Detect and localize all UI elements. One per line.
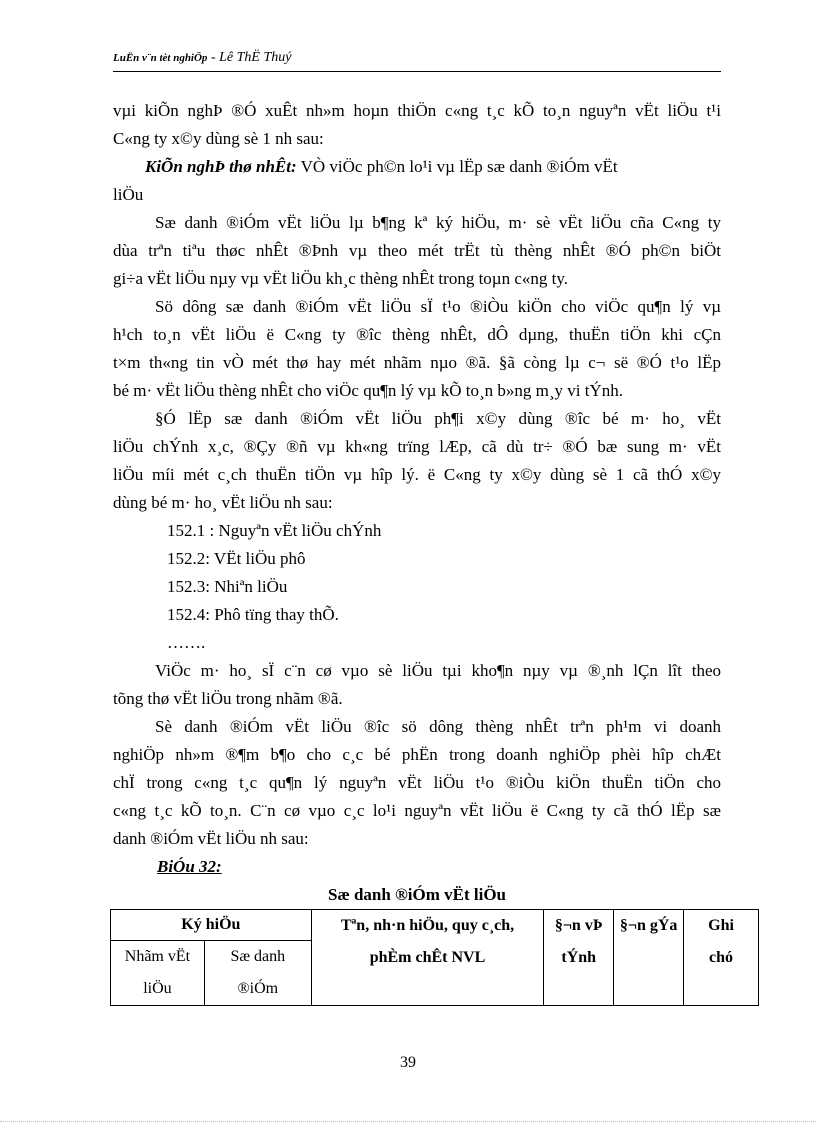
header-cell-price: §¬n gÝa bbox=[614, 910, 684, 1006]
paragraph-benefits bbox=[113, 713, 721, 853]
page-number: 39 bbox=[400, 1054, 416, 1071]
header-cell-note bbox=[684, 910, 759, 1006]
text-line: c«ng t¸c kÕ to¸n. C¨n cø vµo c¸c lo¹i nguyªn vËt liÖu ë C«ng ty cã thÓ lËp sæ bbox=[113, 801, 721, 820]
header-text bbox=[113, 50, 291, 66]
header-author: Lê ThË Thuý bbox=[219, 50, 292, 65]
text-line: t×m th«ng tin vÒ mét thø hay mét nhãm nµo ®ã. §ã còng lµ c¬ së ®Ó t¹o lËp bbox=[113, 353, 721, 372]
text-line: dùng bé m· ho¸ vËt liÖu nh sau: bbox=[113, 493, 333, 512]
text-line: ViÖc m· ho¸ sÏ c¨n cø vµo sè liÖu tµi kho¶n nµy vµ ®¸nh lÇn lît theo bbox=[155, 661, 721, 680]
recommendation-label: KiÕn nghÞ thø nhÊt: bbox=[145, 157, 297, 176]
table-header-row bbox=[111, 910, 759, 941]
header-thesis-label: LuËn v¨n tèt nghiÖp bbox=[113, 52, 208, 64]
list-item: 152.4: Phô tïng thay thÕ. bbox=[167, 605, 339, 624]
paragraph-usage bbox=[113, 293, 721, 405]
text-line: liÖu míi mét c¸ch thuËn tiÖn vµ hîp lý. ë C«ng ty x©y dùng sè 1 cã thÓ x©y bbox=[113, 465, 721, 484]
text-line: bé m· vËt liÖu thèng nhÊt cho viÖc qu¶n lý vµ kÕ to¸n b»ng m¸y vi tÝnh. bbox=[113, 381, 623, 400]
paragraph-coding bbox=[113, 405, 721, 517]
text-line: gi÷a vËt liÖu nµy vµ vËt liÖu kh¸c thèng nhÊt trong toµn c«ng ty. bbox=[113, 269, 568, 288]
text-line: dùa trªn tiªu thøc nhÊt ®Þnh vµ theo mét trËt tù thèng nhÊt ®Ó ph©n biÖt bbox=[113, 241, 721, 260]
text-line: C«ng ty x©y dùng sè 1 nh sau: bbox=[113, 129, 324, 148]
header-cell-unit-line2: tÝnh bbox=[561, 949, 597, 966]
paragraph-recommendation-1 bbox=[113, 153, 721, 209]
header-separator: - bbox=[207, 50, 220, 65]
header-cell-name-line2: phÈm chÊt NVL bbox=[369, 949, 486, 966]
text-line: tõng thø vËt liÖu trong nhãm ®ã. bbox=[113, 689, 343, 708]
header-cell-unit bbox=[544, 910, 614, 1006]
recommendation-text: VÒ viÖc ph©n lo¹i vµ lËp sæ danh ®iÓm vËt bbox=[296, 157, 618, 176]
header-cell-name-line1: Tªn, nh·n hiÖu, quy c¸ch, bbox=[340, 917, 515, 934]
list-item: 152.1 : Nguyªn vËt liÖu chÝnh bbox=[167, 521, 382, 540]
header-cell-note-line1: Ghi bbox=[708, 917, 734, 934]
text-line: danh ®iÓm vËt liÖu nh sau: bbox=[113, 829, 309, 848]
paragraph-coding-basis bbox=[113, 657, 721, 713]
text-line: h¹ch to¸n vËt liÖu ë C«ng ty ®îc thèng nhÊt, dÔ dµng, thuËn tiÖn khi cÇn bbox=[113, 325, 721, 344]
text-line: Sö dông sæ danh ®iÓm vËt liÖu sÏ t¹o ®iÒu kiÖn cho viÖc qu¶n lý vµ bbox=[155, 297, 721, 316]
page-bottom-border bbox=[0, 1121, 816, 1122]
text-line: nghiÖp nh»m ®¶m b¶o cho c¸c bé phËn trong doanh nghiÖp phèi hîp chÆt bbox=[113, 745, 721, 764]
text-line: §Ó lËp sæ danh ®iÓm vËt liÖu ph¶i x©y dùng ®îc bé m· ho¸ vËt bbox=[155, 409, 721, 428]
text-line: vµi kiÕn nghÞ ®Ó xuÊt nh»m hoµn thiÖn c«ng t¸c kÕ to¸n nguyªn vËt liÖu t¹i bbox=[113, 101, 721, 120]
material-code-table bbox=[110, 909, 759, 1006]
header-cell-unit-line1: §¬n vÞ bbox=[554, 917, 603, 934]
subheader-cell-group bbox=[111, 941, 205, 1006]
running-header bbox=[113, 50, 721, 72]
text-line: Sè danh ®iÓm vËt liÖu ®îc sö dông thèng nhÊt trªn ph¹m vi doanh bbox=[155, 717, 721, 736]
table-title: Sæ danh ®iÓm vËt liÖu bbox=[327, 885, 507, 904]
document-body bbox=[113, 97, 721, 909]
subheader-cell-group-line2: liÖu bbox=[143, 980, 172, 997]
header-cell-name bbox=[311, 910, 544, 1006]
figure-caption: BiÓu 32: bbox=[157, 857, 222, 876]
list-item: 152.3: Nhiªn liÖu bbox=[167, 577, 288, 596]
header-cell-note-line2: chó bbox=[709, 949, 734, 966]
paragraph-definition bbox=[113, 209, 721, 293]
subheader-cell-code-line1: Sæ danh bbox=[230, 948, 286, 965]
text-line: liÖu chÝnh x¸c, ®Çy ®ñ vµ kh«ng trïng lÆp, cã dù tr÷ ®Ó bæ sung m· vËt bbox=[113, 437, 721, 456]
paragraph-intro bbox=[113, 97, 721, 153]
text-line: liÖu bbox=[113, 185, 144, 204]
list-item: ……. bbox=[167, 633, 206, 652]
subheader-cell-group-line1: Nhãm vËt bbox=[124, 948, 191, 965]
text-line: chÏ trong c«ng t¸c qu¶n lý nguyªn vËt liÖu t¹o ®iÒu kiÖn thuËn tiÖn cho bbox=[113, 773, 721, 792]
code-list bbox=[113, 517, 721, 657]
subheader-cell-code-line2: ®iÓm bbox=[237, 980, 279, 997]
header-rule bbox=[113, 71, 721, 72]
header-cell-symbol: Ký hiÖu bbox=[111, 910, 312, 941]
list-item: 152.2: VËt liÖu phô bbox=[167, 549, 306, 568]
text-line: Sæ danh ®iÓm vËt liÖu lµ b¶ng kª ký hiÖu, m· sè vËt liÖu cña C«ng ty bbox=[155, 213, 721, 232]
subheader-cell-code bbox=[204, 941, 311, 1006]
